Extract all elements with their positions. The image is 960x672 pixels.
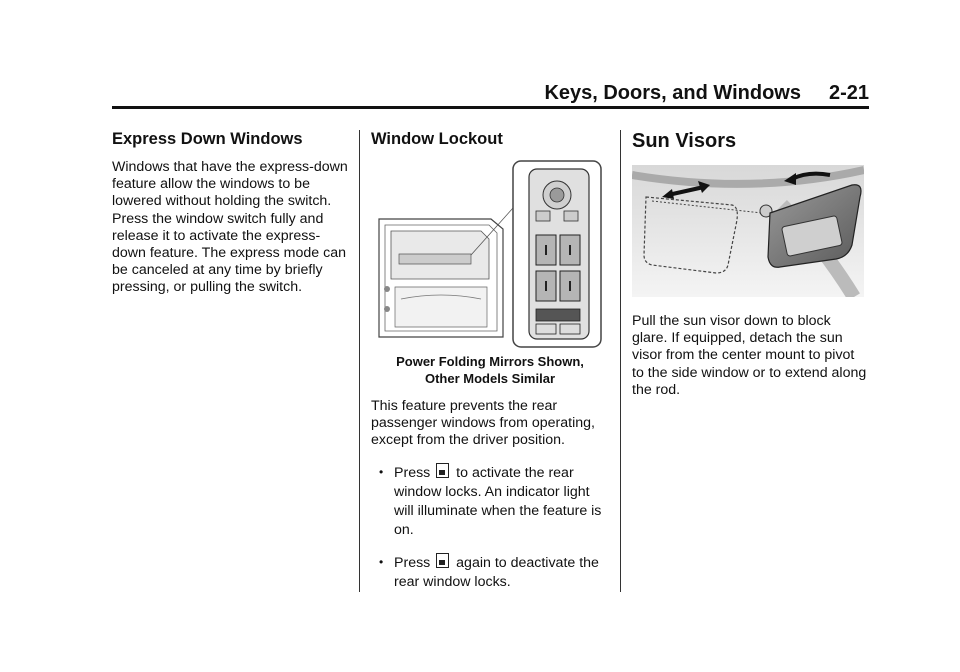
list-item: [371, 463, 609, 540]
bullet-text: Press: [394, 554, 431, 571]
column-divider: [359, 130, 360, 592]
page-header: [112, 82, 869, 105]
section-body: Pull the sun visor down to block glare. If equipped, detach the sun visor from the center mount to pivot to the side window or to extend along the rod.: [632, 313, 867, 398]
bullet-icon: •: [379, 464, 384, 479]
sun-visor-illustration: [632, 165, 864, 297]
bullet-icon: •: [379, 554, 384, 569]
column-divider: [620, 130, 621, 592]
express-down-section: [112, 130, 350, 297]
caption-line: Power Folding Mirrors Shown,: [396, 354, 584, 369]
section-body: This feature prevents the rear passenger windows from operating, except from the driver position.: [371, 398, 595, 449]
window-lock-icon: [436, 463, 449, 478]
page-number: 2-21: [828, 82, 869, 104]
section-heading: Express Down Windows: [112, 130, 303, 148]
section-heading: Window Lockout: [371, 130, 503, 148]
bullet-text: Press: [394, 464, 431, 481]
figure-caption: [371, 353, 609, 387]
sun-visors-section: [632, 130, 870, 399]
caption-line: Other Models Similar: [424, 371, 556, 386]
bullet-text: to activate the rear window locks. An indicator light will illuminate when the feature is on.: [394, 464, 602, 538]
window-lock-icon: [436, 553, 449, 568]
list-item: [371, 553, 609, 592]
section-heading: Sun Visors: [632, 130, 737, 152]
section-body: Windows that have the express-down feature allow the windows to be lowered without holding the switch. Press the window switch fully and release it to activate the express-down feature. The express mode can be canceled at any time by briefly pressing, or pulling the switch.: [112, 159, 348, 296]
header-rule: [112, 106, 869, 109]
bullet-text: again to deactivate the rear window locks.: [394, 554, 599, 590]
window-lockout-section: [371, 130, 609, 592]
header-title: Keys, Doors, and Windows: [544, 82, 801, 104]
door-switch-illustration: [371, 159, 603, 349]
